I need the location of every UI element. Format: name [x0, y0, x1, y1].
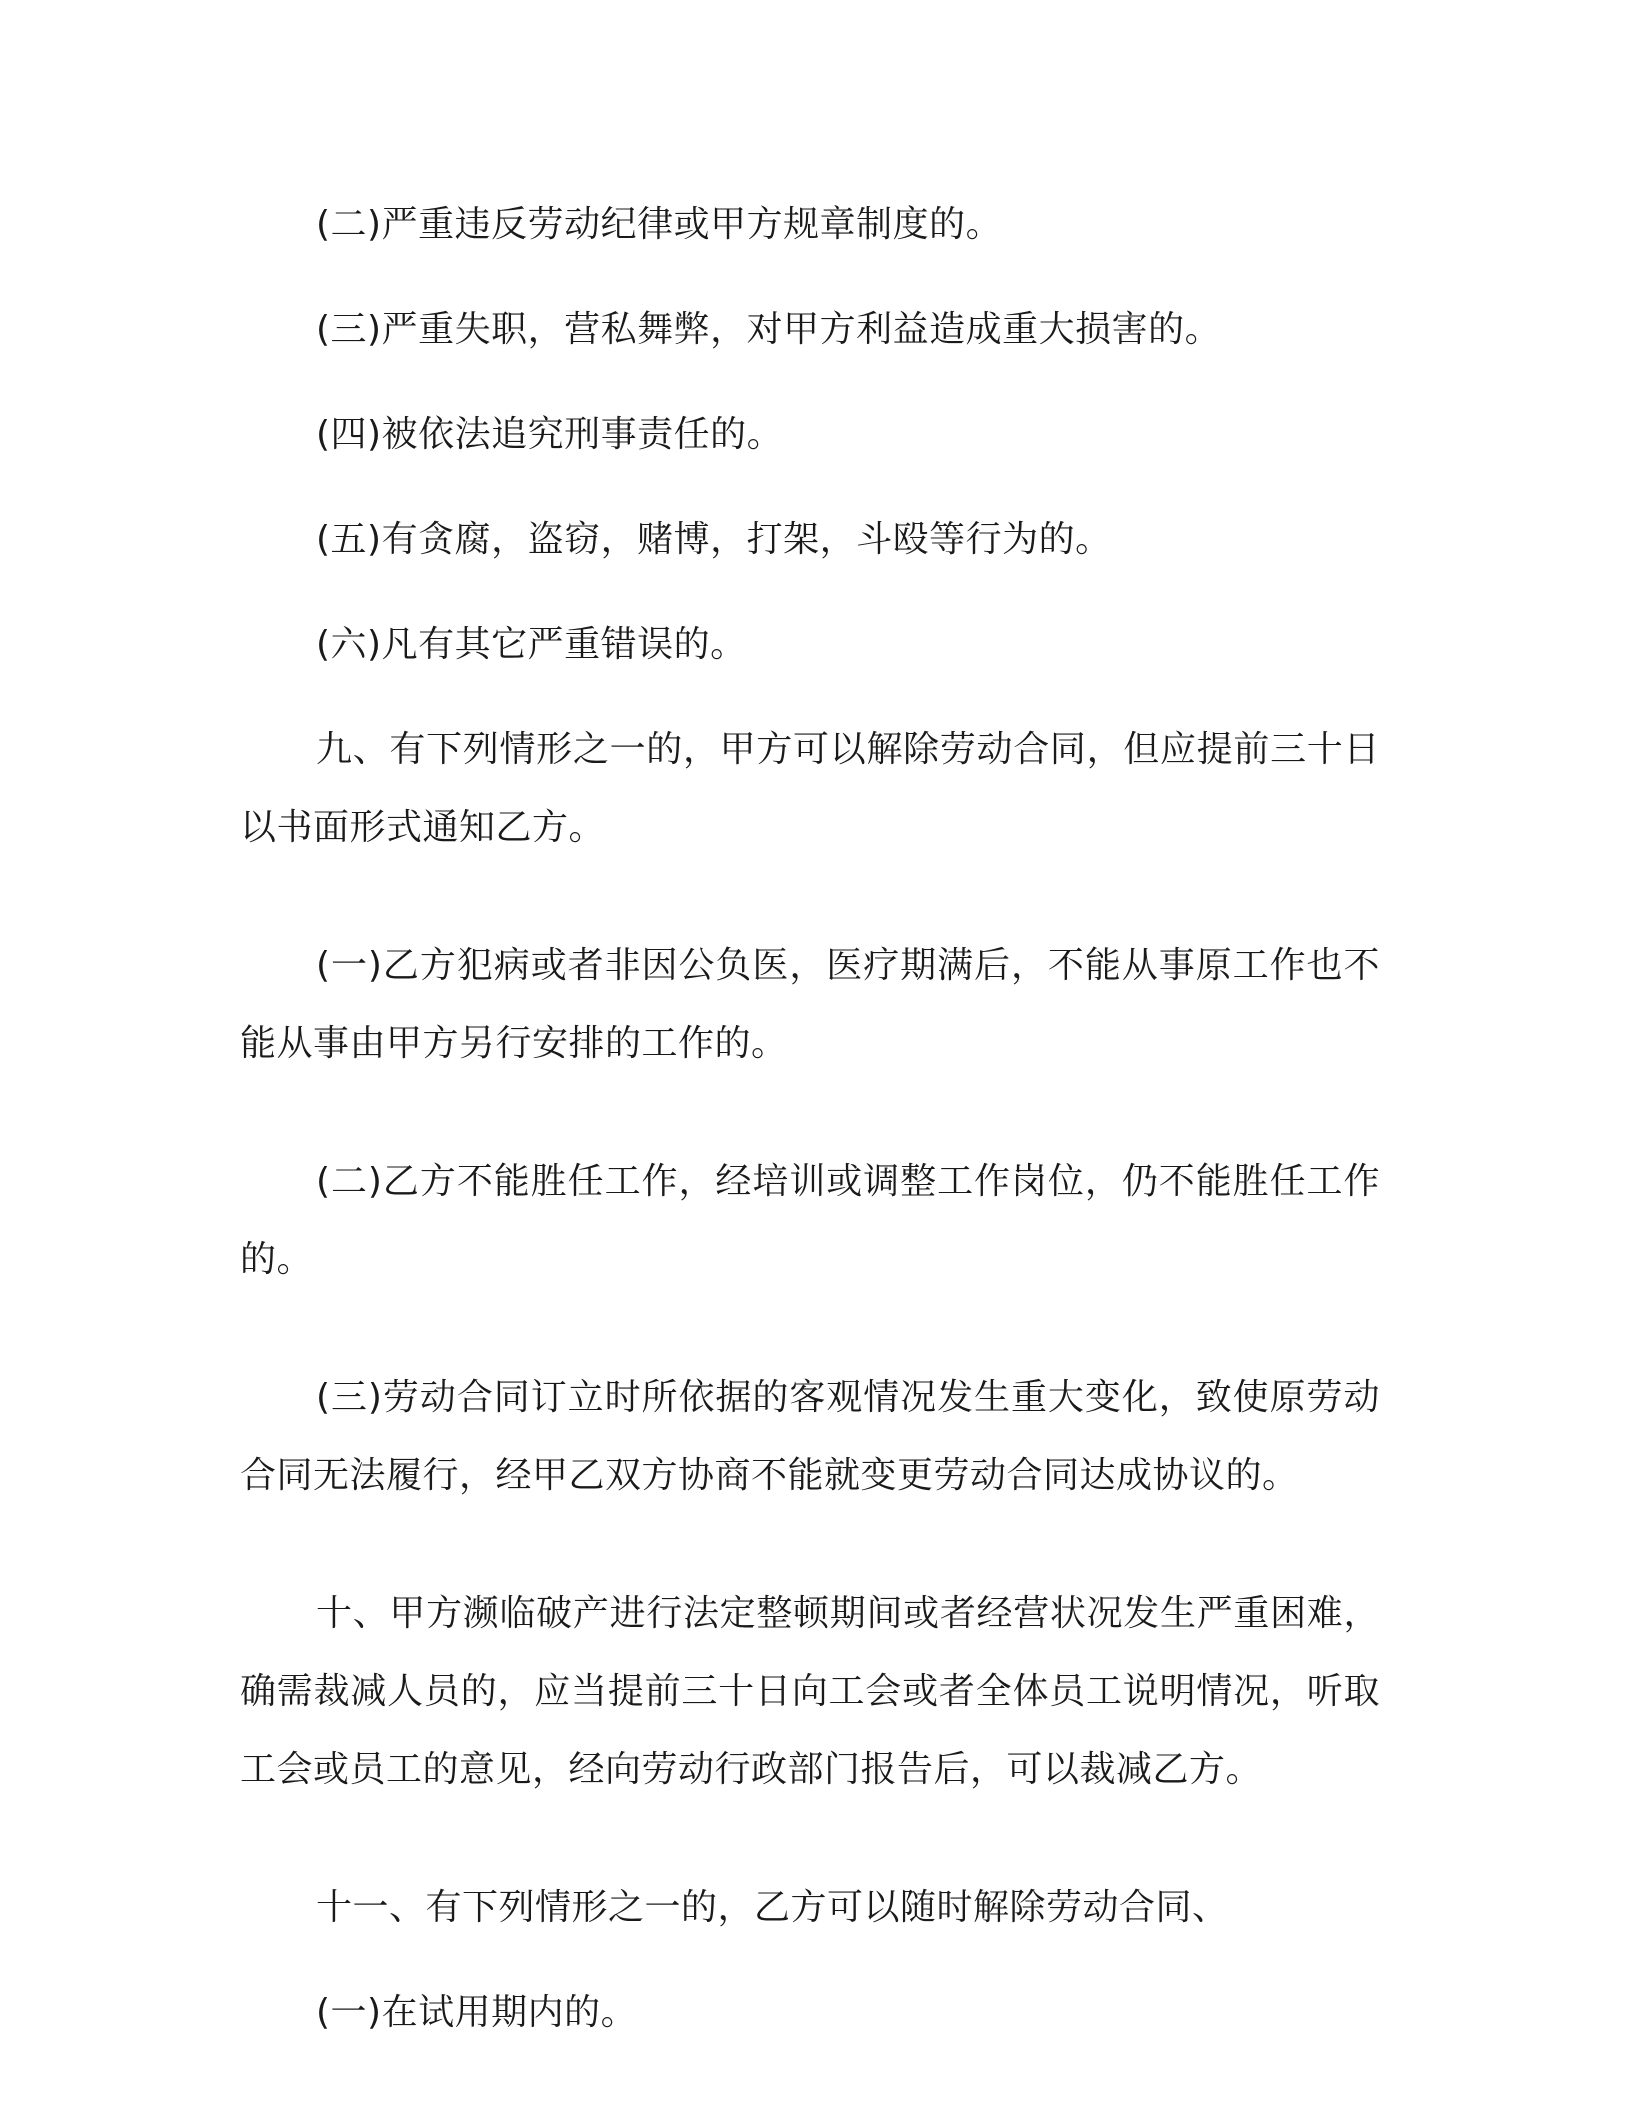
clause-item-4: (四)被依法追究刑事责任的。: [316, 414, 784, 455]
clause-eleven: 十一、有下列情形之一的，乙方可以随时解除劳动合同、: [316, 1887, 1229, 1928]
clause-item-5: (五)有贪腐，盗窃，赌博，打架，斗殴等行为的。: [316, 519, 1112, 560]
document-body: [240, 186, 1380, 2079]
clause-item-3: (三)严重失职，营私舞弊，对甲方利益造成重大损害的。: [316, 309, 1222, 350]
clause-nine-item-1: (一)乙方犯病或者非因公负医，医疗期满后，不能从事原工作也不能从事由甲方另行安排的工作的。: [240, 945, 1380, 1064]
clause-nine-item-3: (三)劳动合同订立时所依据的客观情况发生重大变化，致使原劳动合同无法履行，经甲乙双方协商不能就变更劳动合同达成协议的。: [240, 1377, 1380, 1496]
clause-ten: 十、甲方濒临破产进行法定整顿期间或者经营状况发生严重困难，确需裁减人员的，应当提前三十日向工会或者全体员工说明情况，听取工会或员工的意见，经向劳动行政部门报告后，可以裁减乙方。: [240, 1593, 1380, 1790]
clause-item-6: (六)凡有其它严重错误的。: [316, 624, 747, 665]
clause-nine-item-2: (二)乙方不能胜任工作，经培训或调整工作岗位，仍不能胜任工作的。: [240, 1161, 1380, 1280]
clause-nine: 九、有下列情形之一的，甲方可以解除劳动合同，但应提前三十日以书面形式通知乙方。: [240, 729, 1380, 848]
clause-item-2: (二)严重违反劳动纪律或甲方规章制度的。: [316, 204, 1003, 245]
clause-eleven-item-1: (一)在试用期内的。: [316, 1992, 638, 2033]
